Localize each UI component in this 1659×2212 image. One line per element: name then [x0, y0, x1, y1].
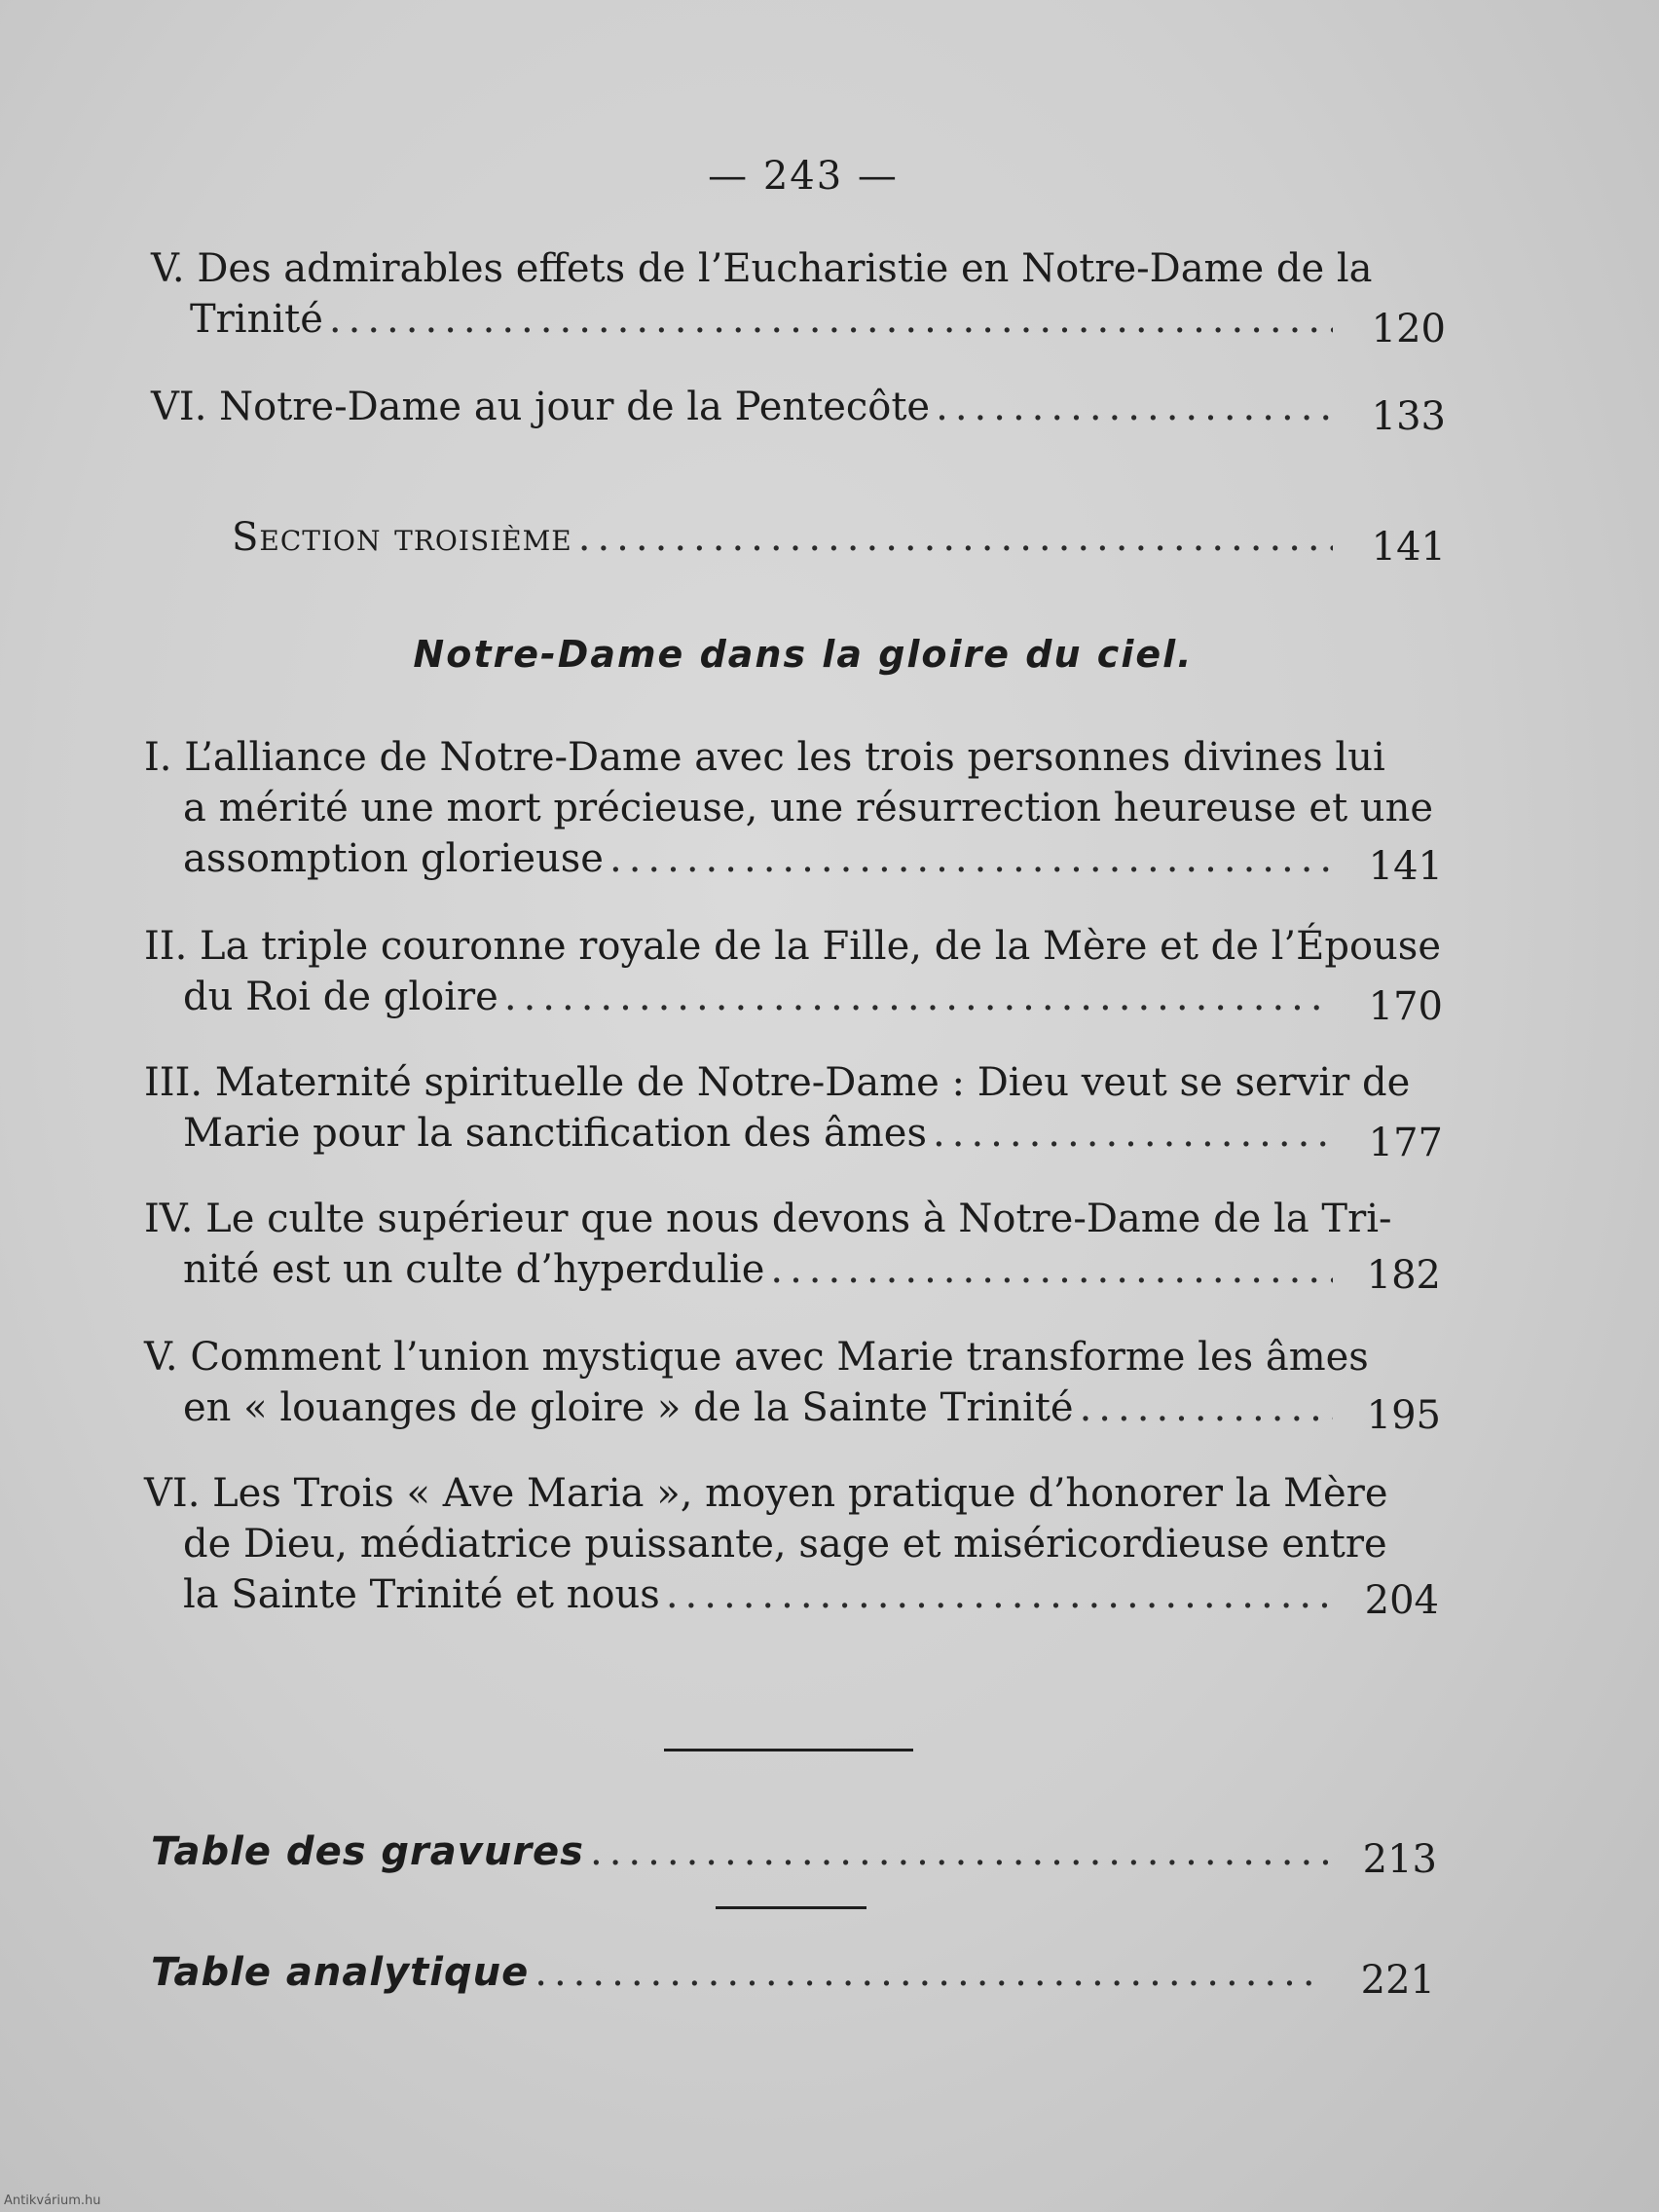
entry-page-number: 120 — [1371, 307, 1446, 351]
entry-last-text: en « louanges de gloire » de la Sainte Trinité — [183, 1385, 1074, 1430]
entry-last-text: Marie pour la sanctification des âmes — [183, 1111, 928, 1156]
entry-page-number: 204 — [1364, 1578, 1439, 1623]
leader-dots — [329, 294, 1333, 345]
section-label: Section troisième — [232, 515, 572, 560]
entry-line: III. Maternité spirituelle de Notre-Dame : Dieu veut se servir de — [144, 1060, 1411, 1105]
divider-rule — [664, 1749, 913, 1751]
entry-last-line — [183, 1569, 1339, 1620]
entry-last-text: nité est un culte d’hyperdulie — [183, 1247, 765, 1292]
entry-last-line — [183, 1108, 1339, 1159]
table-line — [151, 1826, 1334, 1877]
entry-page-number: 170 — [1368, 984, 1443, 1029]
entry-last-line — [183, 972, 1339, 1022]
entry-last-text: la Sainte Trinité et nous — [183, 1572, 660, 1617]
leader-dots — [1080, 1382, 1333, 1433]
section-line — [232, 512, 1339, 563]
divider-rule-short — [716, 1906, 866, 1909]
entry-line: I. L’alliance de Notre-Dame avec les trois personnes divines lui — [144, 735, 1385, 780]
leader-dots — [936, 382, 1333, 432]
entry-last-text: Trinité — [190, 297, 323, 342]
entry-last-line — [190, 294, 1339, 345]
leader-dots — [770, 1244, 1333, 1295]
entry-line: VI. Les Trois « Ave Maria », moyen pratique d’honorer la Mère — [144, 1471, 1388, 1516]
table-label: Table des gravures — [151, 1829, 584, 1874]
entry-page-number: 177 — [1368, 1121, 1443, 1165]
leader-dots — [578, 512, 1333, 563]
leader-dots — [504, 972, 1333, 1022]
entry-line: a mérité une mort précieuse, une résurrection heureuse et une — [183, 786, 1434, 830]
entry-last-line — [183, 1244, 1339, 1295]
entry-page-number: 182 — [1366, 1253, 1441, 1298]
entry-line: II. La triple couronne royale de la Fille, de la Mère et de l’Épouse — [144, 924, 1441, 969]
watermark: Antikvárium.hu — [4, 2194, 101, 2208]
entry-line: IV. Le culte supérieur que nous devons à Notre-Dame de la Tri- — [144, 1197, 1392, 1241]
leader-dots — [535, 1947, 1325, 1998]
entry-page-number: 133 — [1371, 394, 1446, 439]
entry-last-text: du Roi de gloire — [183, 975, 498, 1019]
entry-last-line — [183, 833, 1339, 884]
entry-last-text: assomption glorieuse — [183, 836, 604, 881]
entry-line: V. Comment l’union mystique avec Marie transforme les âmes — [144, 1335, 1369, 1380]
table-page-number: 213 — [1362, 1837, 1437, 1882]
leader-dots — [933, 1108, 1333, 1159]
leader-dots — [666, 1569, 1333, 1620]
table-label: Table analytique — [151, 1950, 530, 1995]
entry-last-text: VI. Notre-Dame au jour de la Pentecôte — [151, 385, 931, 429]
leader-dots — [590, 1826, 1328, 1877]
leader-dots — [609, 833, 1333, 884]
page-number: — 243 — — [708, 154, 899, 199]
table-line — [151, 1947, 1331, 1998]
entry-last-line — [183, 1382, 1339, 1433]
entry-last-line — [151, 382, 1339, 432]
table-page-number: 221 — [1360, 1958, 1435, 2003]
section-title: Notre-Dame dans la gloire du ciel. — [413, 633, 1194, 676]
section-page-number: 141 — [1371, 525, 1446, 570]
entry-line: de Dieu, médiatrice puissante, sage et miséricordieuse entre — [183, 1522, 1387, 1567]
entry-page-number: 141 — [1368, 844, 1443, 889]
entry-line: V. Des admirables effets de l’Eucharistie en Notre-Dame de la — [151, 246, 1373, 291]
entry-page-number: 195 — [1366, 1393, 1441, 1438]
